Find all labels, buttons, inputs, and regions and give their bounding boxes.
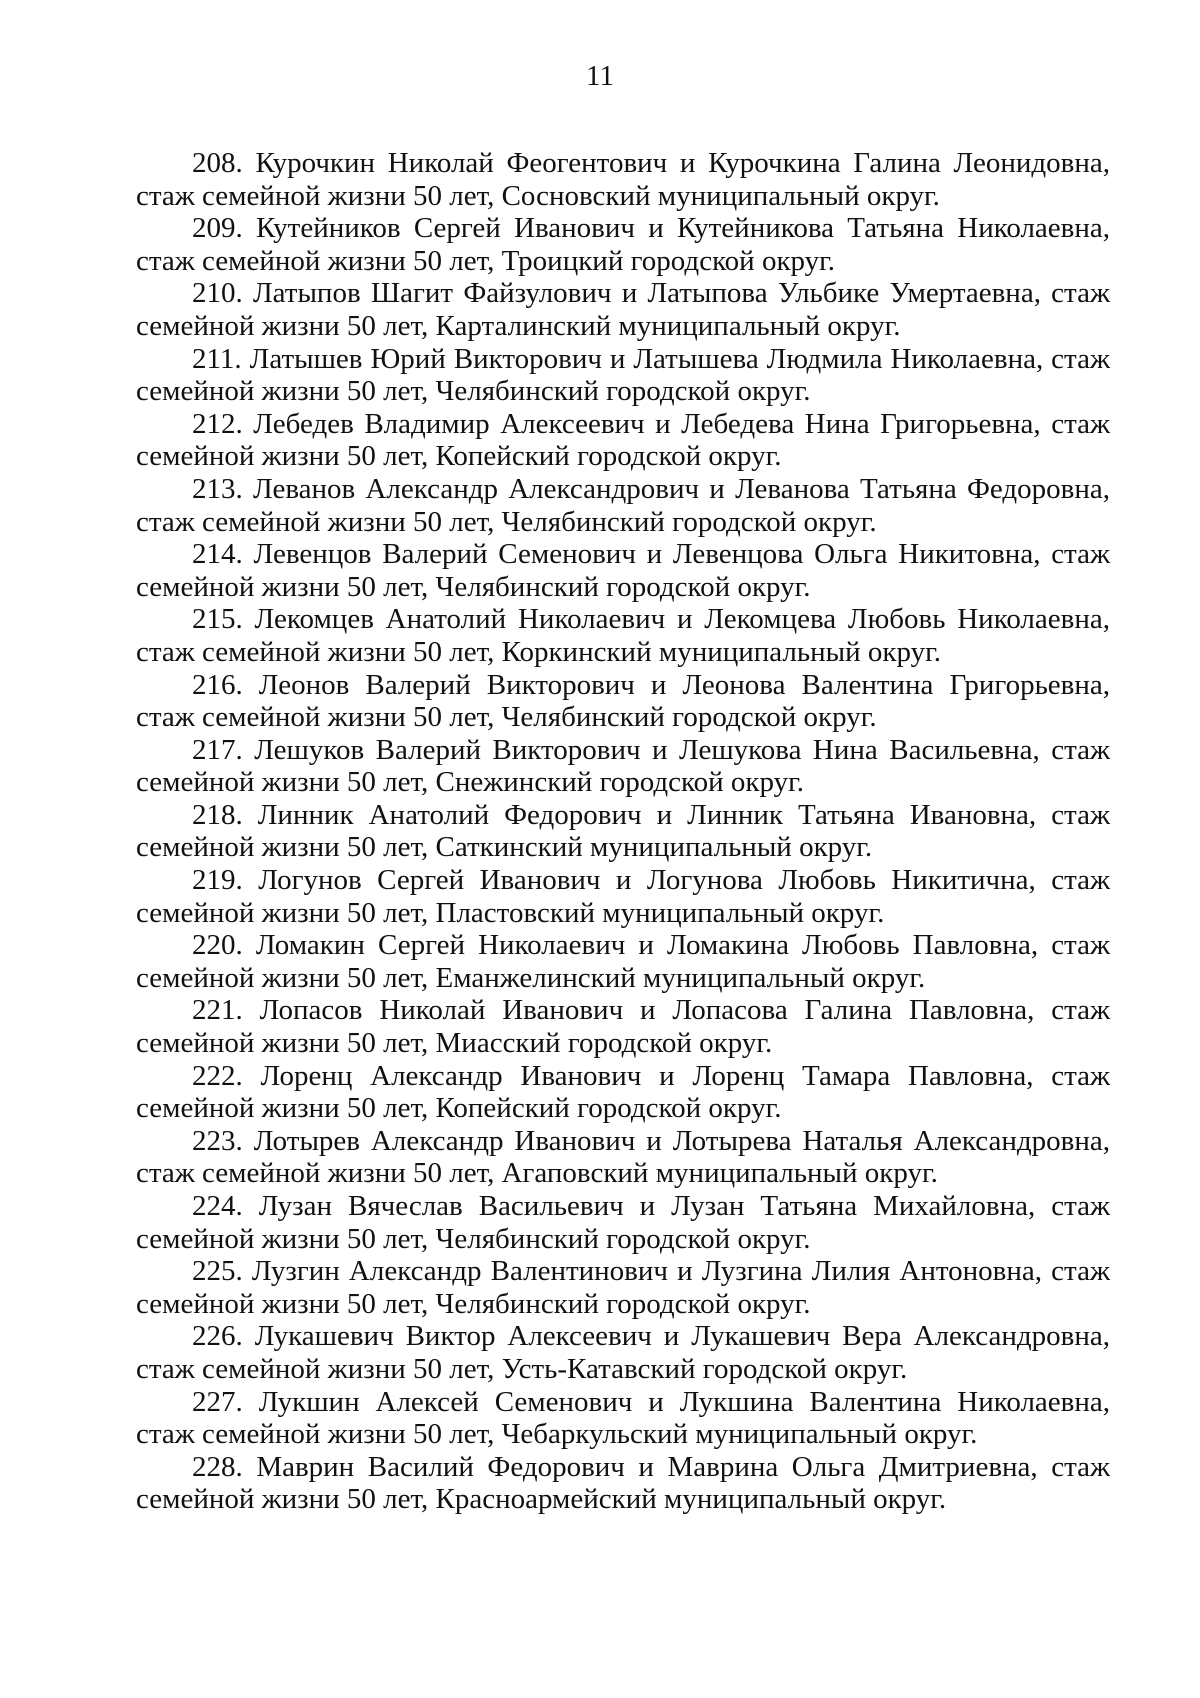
item-number: 212. xyxy=(192,407,243,440)
list-item xyxy=(136,864,1110,929)
item-number: 215. xyxy=(192,603,243,636)
list-item xyxy=(136,669,1110,734)
list-item xyxy=(136,929,1110,994)
list-item xyxy=(136,734,1110,799)
item-number: 228. xyxy=(192,1450,243,1483)
list-item xyxy=(136,147,1110,212)
item-number: 220. xyxy=(192,929,243,962)
item-number: 222. xyxy=(192,1059,243,1092)
item-number: 218. xyxy=(192,798,243,831)
list-item xyxy=(136,1451,1110,1516)
list-item xyxy=(136,1255,1110,1320)
item-number: 227. xyxy=(192,1385,243,1418)
item-text: Лукашевич Виктор Алексеевич и Лукашевич Вера Александровна, стаж семейной жизни 50 лет, Усть-Катавский городской округ. xyxy=(136,1320,1110,1385)
item-text: Лешуков Валерий Викторович и Лешукова Нина Васильевна, стаж семейной жизни 50 лет, Снежинский городской округ. xyxy=(136,733,1110,799)
item-text: Линник Анатолий Федорович и Линник Татьяна Ивановна, стаж семейной жизни 50 лет, Саткинский муниципальный округ. xyxy=(136,798,1110,864)
list-item xyxy=(136,603,1110,668)
item-text: Курочкин Николай Феогентович и Курочкина Галина Леонидовна, стаж семейной жизни 50 лет, Сосновский муниципальный округ. xyxy=(136,147,1111,212)
list-item xyxy=(136,1125,1110,1190)
item-number: 226. xyxy=(192,1320,243,1353)
item-text: Маврин Василий Федорович и Маврина Ольга Дмитриевна, стаж семейной жизни 50 лет, Красноармейский муниципальный округ. xyxy=(136,1450,1111,1516)
entry-list xyxy=(136,147,1110,1516)
item-number: 209. xyxy=(192,212,243,245)
list-item xyxy=(136,277,1110,342)
page-number: 11 xyxy=(586,60,614,92)
item-text: Латыпов Шагит Файзулович и Латыпова Ульбике Умертаевна, стаж семейной жизни 50 лет, Карталинский муниципальный округ. xyxy=(136,277,1110,342)
list-item xyxy=(136,1320,1110,1385)
item-text: Лопасов Николай Иванович и Лопасова Галина Павловна, стаж семейной жизни 50 лет, Миасский городской округ. xyxy=(136,994,1111,1060)
item-number: 223. xyxy=(192,1124,243,1157)
list-item xyxy=(136,1190,1110,1255)
item-text: Латышев Юрий Викторович и Латышева Людмила Николаевна, стаж семейной жизни 50 лет, Челябинский городской округ. xyxy=(136,342,1110,408)
item-text: Ломакин Сергей Николаевич и Ломакина Любовь Павловна, стаж семейной жизни 50 лет, Еманжелинский муниципальный округ. xyxy=(136,929,1110,994)
item-number: 214. xyxy=(192,538,243,571)
item-number: 217. xyxy=(192,733,243,766)
list-item xyxy=(136,1060,1110,1125)
item-text: Лузгин Александр Валентинович и Лузгина Лилия Антоновна, стаж семейной жизни 50 лет, Челябинский городской округ. xyxy=(136,1255,1110,1320)
list-item xyxy=(136,1386,1110,1451)
item-text: Левенцов Валерий Семенович и Левенцова Ольга Никитовна, стаж семейной жизни 50 лет, Челябинский городской округ. xyxy=(136,538,1110,603)
list-item xyxy=(136,799,1110,864)
item-text: Леванов Александр Александрович и Леванова Татьяна Федоровна, стаж семейной жизни 50 лет, Челябинский городской округ. xyxy=(136,472,1111,538)
item-number: 210. xyxy=(192,277,243,310)
item-text: Лотырев Александр Иванович и Лотырева Наталья Александровна, стаж семейной жизни 50 лет, Агаповский муниципальный округ. xyxy=(136,1124,1111,1190)
item-text: Логунов Сергей Иванович и Логунова Любовь Никитична, стаж семейной жизни 50 лет, Пластовский муниципальный округ. xyxy=(136,864,1111,929)
list-item xyxy=(136,538,1110,603)
item-text: Лекомцев Анатолий Николаевич и Лекомцева Любовь Николаевна, стаж семейной жизни 50 лет, Коркинский муниципальный округ. xyxy=(136,603,1110,668)
item-number: 219. xyxy=(192,864,243,897)
list-item xyxy=(136,343,1110,408)
item-number: 213. xyxy=(192,472,243,505)
item-number: 224. xyxy=(192,1190,243,1222)
item-text: Лебедев Владимир Алексеевич и Лебедева Нина Григорьевна, стаж семейной жизни 50 лет, Копейский городской округ. xyxy=(136,407,1111,473)
item-number: 208. xyxy=(192,147,243,179)
item-number: 216. xyxy=(192,668,243,701)
item-text: Лузан Вячеслав Васильевич и Лузан Татьяна Михайловна, стаж семейной жизни 50 лет, Челябинский городской округ. xyxy=(136,1190,1111,1255)
item-number: 225. xyxy=(192,1255,243,1288)
item-text: Лоренц Александр Иванович и Лоренц Тамара Павловна, стаж семейной жизни 50 лет, Копейский городской округ. xyxy=(136,1059,1111,1125)
item-text: Лукшин Алексей Семенович и Лукшина Валентина Николаевна, стаж семейной жизни 50 лет, Чебаркульский муниципальный округ. xyxy=(136,1385,1111,1451)
item-text: Кутейников Сергей Иванович и Кутейникова Татьяна Николаевна, стаж семейной жизни 50 лет, Троицкий городской округ. xyxy=(136,212,1111,277)
list-item xyxy=(136,212,1110,277)
list-item xyxy=(136,994,1110,1059)
list-item xyxy=(136,473,1110,538)
list-item xyxy=(136,408,1110,473)
item-number: 221. xyxy=(192,994,243,1027)
item-text: Леонов Валерий Викторович и Леонова Валентина Григорьевна, стаж семейной жизни 50 лет, Челябинский городской округ. xyxy=(136,668,1111,734)
item-number: 211. xyxy=(192,342,242,375)
